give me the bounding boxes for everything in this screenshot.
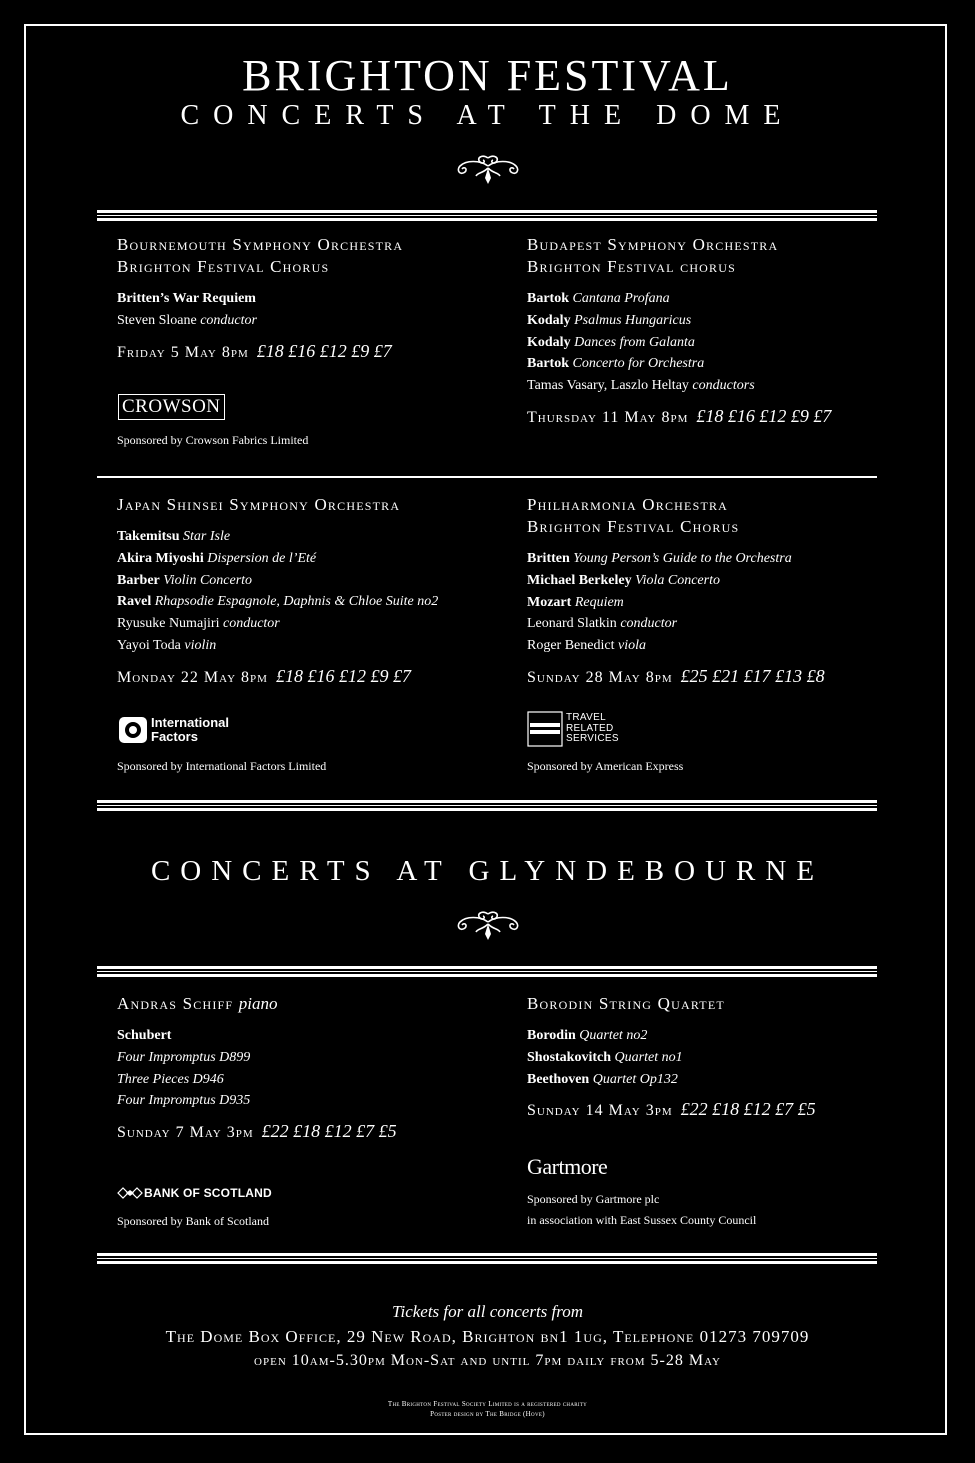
sponsor-text: Sponsored by Crowson Fabrics Limited <box>117 433 309 447</box>
sponsor-text: Sponsored by American Express <box>527 759 684 773</box>
programme-line: Four Impromptus D899 <box>117 1049 251 1065</box>
concert-heading: Philharmonia Orchestra <box>527 495 729 514</box>
double-rule <box>97 210 877 221</box>
concert-date: Friday 5 May 8pm £18 £16 £12 £9 £7 <box>117 340 392 361</box>
ticket-prices: £22 £18 £12 £7 £5 <box>261 1121 397 1142</box>
ornament-flourish-icon <box>452 908 524 942</box>
concert-andras-schiff <box>117 993 487 1142</box>
programme-line: Barber Violin Concerto <box>117 572 253 588</box>
bank-of-scotland-logo: BANK OF SCOTLAND <box>144 1186 272 1200</box>
programme-line: Kodaly Psalmus Hungaricus <box>527 312 692 328</box>
concert-heading: Andras Schiff piano <box>117 994 278 1013</box>
footer-box-office: The Dome Box Office, 29 New Road, Brighton bn1 1ug, Telephone 01273 709709 <box>165 1327 810 1346</box>
concert-heading: Brighton Festival Chorus <box>527 517 740 536</box>
section-divider <box>97 476 877 478</box>
programme-line: Britten’s War Requiem <box>117 291 256 306</box>
gartmore-logo: Gartmore <box>527 1154 608 1179</box>
concert-heading: Budapest Symphony Orchestra <box>527 235 779 254</box>
concert-heading: Japan Shinsei Symphony Orchestra <box>117 495 401 514</box>
programme-line: Borodin Quartet no2 <box>527 1028 648 1043</box>
footer-opening-hours: open 10am-5.30pm Mon-Sat and until 7pm daily from 5-28 May <box>254 1352 721 1369</box>
crowson-logo: CROWSON <box>118 394 225 420</box>
concert-heading: Brighton Festival chorus <box>527 257 736 276</box>
ticket-prices: £18 £16 £12 £9 £7 <box>696 405 832 426</box>
concert-japan-shinsei <box>117 494 517 687</box>
concert-philharmonia <box>527 494 897 687</box>
ticket-prices: £18 £16 £12 £9 £7 <box>275 665 411 686</box>
footer-tickets-intro: Tickets for all concerts from <box>391 1302 584 1321</box>
programme-line: Tamas Vasary, Laszlo Heltay conductors <box>527 378 755 394</box>
ticket-prices: £18 £16 £12 £9 £7 <box>256 340 392 361</box>
dome-heading: CONCERTS AT THE DOME <box>180 100 795 131</box>
sponsor-text: Sponsored by Gartmore plc in association with East Sussex County Council <box>527 1192 757 1227</box>
programme-line: Schubert <box>117 1028 172 1043</box>
double-rule <box>97 1253 877 1264</box>
concert-heading: Bournemouth Symphony Orchestra <box>117 235 404 254</box>
bank-of-scotland-crest-icon <box>117 1186 143 1200</box>
programme-line: Leonard Slatkin conductor <box>527 616 678 632</box>
ticket-prices: £22 £18 £12 £7 £5 <box>680 1099 816 1120</box>
programme-line: Yayoi Toda violin <box>117 637 217 653</box>
double-rule <box>97 800 877 811</box>
programme-line: Bartok Cantana Profana <box>527 291 670 306</box>
concert-heading: Brighton Festival Chorus <box>117 257 330 276</box>
concert-date: Monday 22 May 8pm £18 £16 £12 £9 £7 <box>117 665 411 686</box>
concert-heading: Borodin String Quartet <box>527 994 725 1013</box>
concert-date: Sunday 7 May 3pm £22 £18 £12 £7 £5 <box>117 1121 397 1142</box>
programme-line: Ravel Rhapsodie Espagnole, Daphnis & Chloe Suite no2 <box>117 594 439 610</box>
concert-date: Sunday 14 May 3pm £22 £18 £12 £7 £5 <box>527 1099 816 1120</box>
programme-line: Ryusuke Numajiri conductor <box>117 616 280 632</box>
footer-design-credit: Poster design by The Bridge (Hove) <box>430 1410 545 1418</box>
programme-line: Beethoven Quartet Op132 <box>527 1071 678 1087</box>
sponsor-text: Sponsored by Bank of Scotland <box>117 1214 269 1228</box>
programme-line: Takemitsu Star Isle <box>117 529 231 544</box>
programme-line: Kodaly Dances from Galanta <box>527 334 695 350</box>
concert-borodin-quartet <box>527 993 897 1120</box>
concert-date: Sunday 28 May 8pm £25 £21 £17 £13 £8 <box>527 665 825 686</box>
footer-charity-note: The Brighton Festival Society Limited is a registered charity <box>387 1400 588 1408</box>
american-express-logo-icon <box>527 711 563 747</box>
programme-line: Akira Miyoshi Dispersion de l’Eté <box>117 550 317 566</box>
international-factors-logo: International Factors <box>151 715 230 744</box>
sponsor-text: Sponsored by International Factors Limited <box>117 759 327 773</box>
concert-date: Thursday 11 May 8pm £18 £16 £12 £9 £7 <box>527 405 832 426</box>
ornament-flourish-icon <box>452 152 524 186</box>
poster-title: BRIGHTON FESTIVAL <box>242 51 733 100</box>
programme-line: Britten Young Person’s Guide to the Orchestra <box>527 551 792 566</box>
programme-line: Four Impromptus D935 <box>117 1093 251 1109</box>
programme-line: Steven Sloane conductor <box>117 312 257 328</box>
programme-line: Three Pieces D946 <box>117 1071 224 1087</box>
international-factors-logo-icon <box>118 716 148 744</box>
travel-related-services-logo: TRAVEL RELATED SERVICES <box>566 712 619 744</box>
programme-line: Bartok Concerto for Orchestra <box>527 356 705 372</box>
programme-line: Shostakovitch Quartet no1 <box>527 1049 683 1065</box>
double-rule <box>97 966 877 977</box>
programme-line: Michael Berkeley Viola Concerto <box>527 572 720 588</box>
concert-bournemouth <box>117 234 487 362</box>
programme-line: Roger Benedict viola <box>527 638 646 654</box>
glyndebourne-heading: CONCERTS AT GLYNDEBOURNE <box>150 855 825 887</box>
programme-line: Mozart Requiem <box>527 594 624 610</box>
ticket-prices: £25 £21 £17 £13 £8 <box>680 665 825 686</box>
concert-budapest <box>527 234 897 427</box>
